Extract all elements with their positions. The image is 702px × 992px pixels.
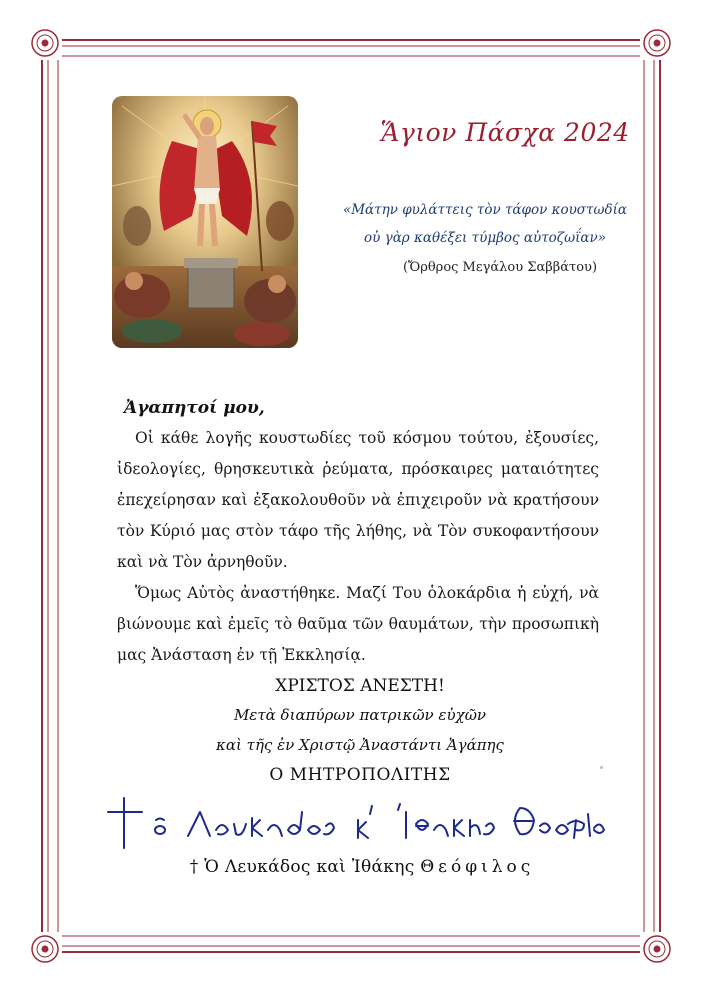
letter-body <box>117 423 599 671</box>
dot-mark <box>600 766 603 769</box>
paragraph: Ὅμως Αὐτὸς ἀναστήθηκε. Μαζί Του ὁλοκάρδια ἡ εὐχή, νὰ βιώνουμε καὶ ἐμεῖς τὸ θαῦμα τῶν θαυμάτων, τὴν προσωπικὴ μας Ἀνάσταση ἐν τῇ Ἐκκλησίᾳ. <box>117 584 599 664</box>
signer-first-name: Θεόφιλος <box>420 857 535 877</box>
signer-name <box>182 857 542 877</box>
handwritten-signature <box>100 790 610 850</box>
quote-line: «Μάτην φυλάττεις τὸν τάφον κουστωδία <box>342 202 628 218</box>
hymn-quote <box>340 196 630 252</box>
closing-block <box>180 672 540 790</box>
resurrection-icon <box>112 96 298 348</box>
quote-source: (Ὄρθρος Μεγάλου Σαββάτου) <box>402 260 598 275</box>
signer-prefix: † Ὁ Λευκάδος καὶ Ἰθάκης <box>189 857 421 877</box>
greeting: Ἀγαπητοί μου, <box>124 398 265 418</box>
page-title: Ἅγιον Πάσχα 2024 <box>380 118 630 147</box>
paragraph: Οἱ κάθε λογῆς κουστωδίες τοῦ κόσμου τούτου, ἐξουσίες, ἰδεολογίες, θρησκευτικὰ ῥεύματα, πρόσκαιρες ματαιότητες ἐπεχείρησαν καὶ ἐξακολουθοῦν νὰ ἐπιχειροῦν νὰ κρατήσουν τὸν Κύριό μας στὸν τάφο τῆς λήθης, νὰ Τὸν συκοφαντήσουν καὶ νὰ Τὸν ἀρνηθοῦν. <box>117 429 599 571</box>
blessing-line: καὶ τῆς ἐν Χριστῷ Ἀναστάντι Ἀγάπης <box>216 736 504 754</box>
metropolitan-title: Ο ΜΗΤΡΟΠΟΛΙΤΗΣ <box>269 765 451 785</box>
easter-greeting: ΧΡΙΣΤΟΣ ΑΝΕΣΤΗ! <box>275 676 445 696</box>
quote-line: οὐ γὰρ καθέξει τύμβος αὐτοζωΐαν» <box>364 230 606 246</box>
blessing-line: Μετὰ διαπύρων πατρικῶν εὐχῶν <box>233 706 487 724</box>
